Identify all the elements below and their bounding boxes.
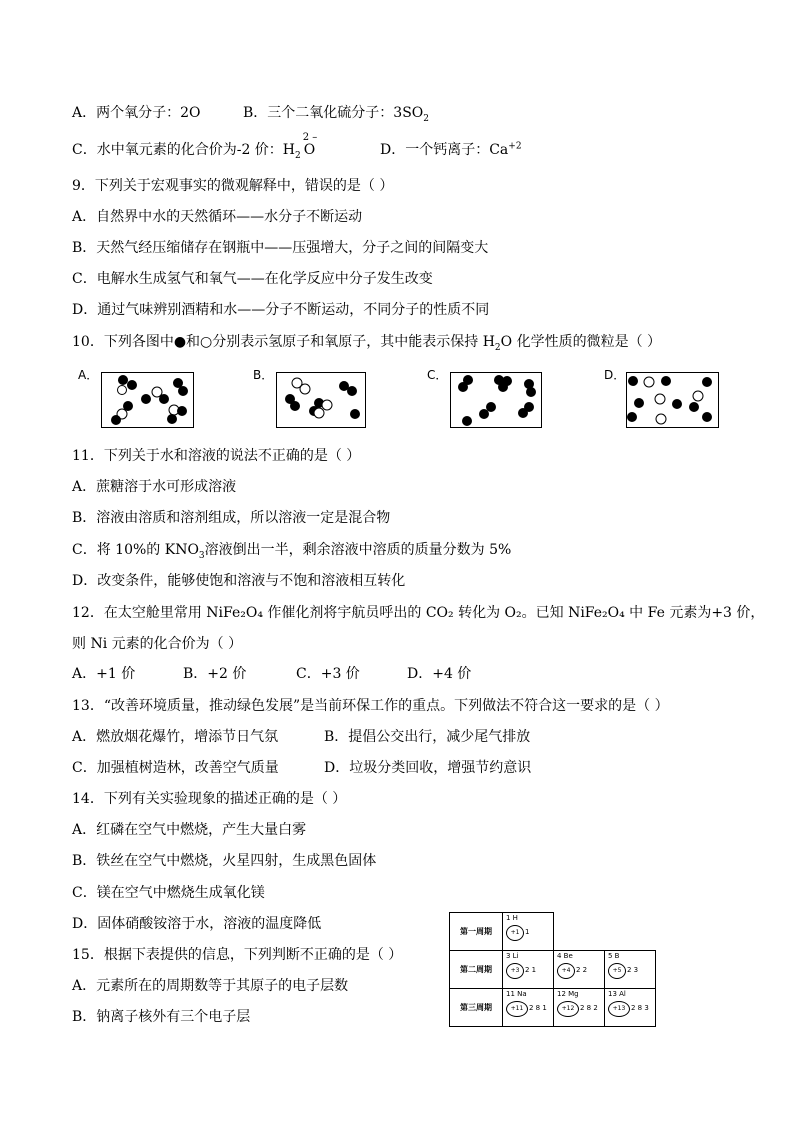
q11-option-a: A．蔗糖溶于水可形成溶液 bbox=[72, 479, 237, 495]
q10-label-b: B． bbox=[253, 368, 274, 382]
q8-option-a: A．两个氧分子：2O bbox=[72, 105, 201, 121]
element-cell-mg: 12 Mg +12 2 8 2 bbox=[554, 989, 605, 1027]
molecule-svg-d bbox=[627, 373, 717, 426]
q15-stem: 15．根据下表提供的信息，下列判断不正确的是（ ） bbox=[72, 947, 403, 963]
period-label-3: 第三周期 bbox=[450, 989, 503, 1027]
q13-option-d: D．垃圾分类回收，增强节约意识 bbox=[324, 760, 532, 776]
q14-option-c: C．镁在空气中燃烧生成氧化镁 bbox=[72, 885, 265, 901]
molecule-svg-c bbox=[451, 373, 540, 426]
q9-option-c: C．电解水生成氢气和氧气——在化学反应中分子发生改变 bbox=[72, 271, 433, 287]
q11-option-b: B．溶液由溶质和溶剂组成，所以溶液一定是混合物 bbox=[72, 510, 391, 526]
q11-stem: 11．下列关于水和溶液的说法不正确的是（ ） bbox=[72, 448, 361, 464]
q12-option-b: B．+2 价 bbox=[183, 666, 247, 682]
q12-option-c: C．+3 价 bbox=[296, 666, 360, 682]
molecule-diagram-b bbox=[276, 372, 366, 428]
periodic-table-excerpt bbox=[449, 912, 656, 1027]
q12-stem-line2: 则 Ni 元素的化合价为（ ） bbox=[72, 636, 243, 652]
q15-option-a: A．元素所在的周期数等于其原子的电子层数 bbox=[72, 978, 349, 994]
q11-option-d: D．改变条件，能够使饱和溶液与不饱和溶液相互转化 bbox=[72, 573, 406, 589]
q12-option-d: D．+4 价 bbox=[407, 666, 472, 682]
period-label-1: 第一周期 bbox=[450, 913, 503, 951]
q9-option-b: B．天然气经压缩储存在钢瓶中——压强增大，分子之间的间隔变大 bbox=[72, 240, 489, 256]
q9-option-a: A．自然界中水的天然循环——水分子不断运动 bbox=[72, 209, 363, 225]
q13-option-c: C．加强植树造林，改善空气质量 bbox=[72, 760, 279, 776]
period-label-2: 第二周期 bbox=[450, 951, 503, 989]
q10-label-c: C． bbox=[427, 368, 448, 382]
element-cell-be: 4 Be +4 2 2 bbox=[554, 951, 605, 989]
q14-option-b: B．铁丝在空气中燃烧，火星四射，生成黑色固体 bbox=[72, 853, 377, 869]
molecule-diagram-c bbox=[450, 372, 542, 428]
q14-option-d: D．固体硝酸铵溶于水，溶液的温度降低 bbox=[72, 916, 322, 932]
q8-option-b: B．三个二氧化硫分子：$3SO_2$ bbox=[243, 105, 429, 124]
q13-option-b: B．提倡公交出行，减少尾气排放 bbox=[324, 729, 531, 745]
molecule-svg-a bbox=[102, 373, 192, 426]
q10-stem: 10．下列各图中●和○分别表示氢原子和氧原子，其中能表示保持 $H_2O$ 化学性质的微粒是（ ） bbox=[72, 334, 662, 353]
q8-option-d: D．一个钙离子：$Ca^{+2}$ bbox=[380, 141, 522, 158]
q13-option-a: A．燃放烟花爆竹，增添节日气氛 bbox=[72, 729, 279, 745]
molecule-diagram-d bbox=[626, 372, 719, 428]
q14-option-a: A．红磷在空气中燃烧，产生大量白雾 bbox=[72, 822, 307, 838]
q8-option-c: C．水中氧元素的化合价为-2 价：$H_2$ 2 – O bbox=[72, 141, 315, 159]
q12-options bbox=[72, 665, 472, 683]
q15-option-b: B．钠离子核外有三个电子层 bbox=[72, 1009, 251, 1025]
element-cell-h: 1 H +1 1 bbox=[503, 913, 554, 951]
element-cell-al: 13 Al +13 2 8 3 bbox=[605, 989, 656, 1027]
q14-stem: 14．下列有关实验现象的描述正确的是（ ） bbox=[72, 791, 347, 807]
element-cell-li: 3 Li +3 2 1 bbox=[503, 951, 554, 989]
q9-stem: 9．下列关于宏观事实的微观解释中，错误的是（ ） bbox=[72, 178, 394, 194]
q12-stem-line1: 12．在太空舱里常用 NiFe₂O₄ 作催化剂将宇航员呼出的 CO₂ 转化为 O₂。已知 NiFe₂O₄ 中 Fe 元素为+3 价， bbox=[72, 605, 765, 621]
q13-stem: 13．“改善环境质量，推动绿色发展”是当前环保工作的重点。下列做法不符合这一要求的是（ ） bbox=[72, 698, 669, 714]
valence-mark: 2 – bbox=[302, 132, 318, 143]
q10-label-a: A． bbox=[78, 368, 99, 382]
molecule-svg-b bbox=[277, 373, 364, 426]
q10-label-d: D． bbox=[604, 368, 626, 382]
element-cell-b: 5 B +5 2 3 bbox=[605, 951, 656, 989]
q12-option-a: A．+1 价 bbox=[72, 666, 136, 682]
molecule-diagram-a bbox=[101, 372, 194, 428]
element-cell-na: 11 Na +11 2 8 1 bbox=[503, 989, 554, 1027]
q11-option-c: C．将 10%的 $KNO_3$溶液倒出一半，剩余溶液中溶质的质量分数为 5% bbox=[72, 542, 512, 561]
q9-option-d: D．通过气味辨别酒精和水——分子不断运动，不同分子的性质不同 bbox=[72, 302, 490, 318]
